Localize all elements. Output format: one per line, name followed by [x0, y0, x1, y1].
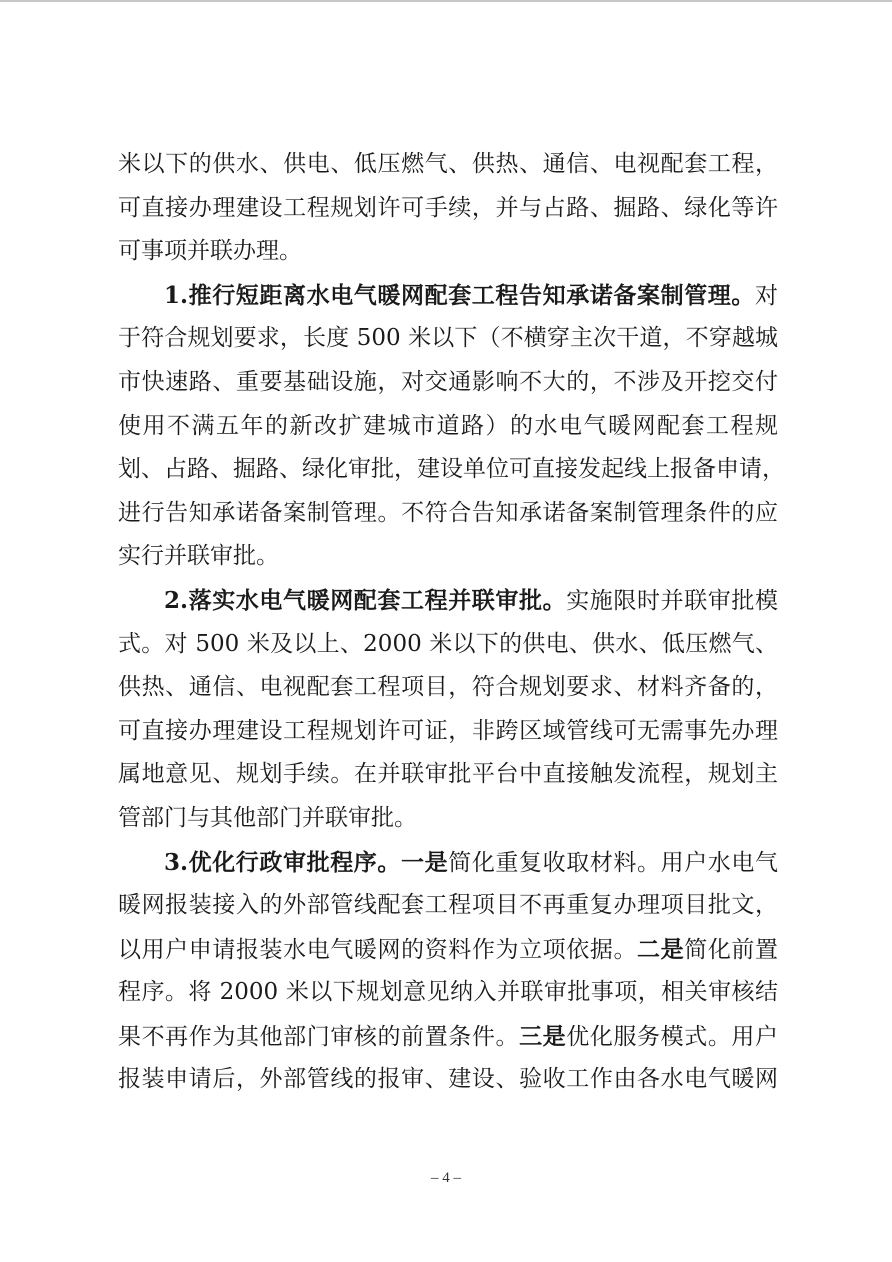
- text-line: 于符合规划要求，长度 500 米以下（不横穿主次干道，不穿越城: [118, 325, 778, 352]
- text-line: 程序。将 2000 米以下规划意见纳入并联审批事项，相关审核结: [118, 979, 778, 1006]
- paragraph: [118, 143, 778, 274]
- document-body: [118, 143, 785, 1102]
- text-line: 米以下的供水、供电、低压燃气、供热、通信、电视配套工程，: [118, 151, 778, 177]
- text-line: 报装申请后，外部管线的报审、建设、验收工作由各水电气暖网: [118, 1066, 778, 1093]
- emphasis-marker: 二是: [637, 935, 685, 963]
- paragraph: [118, 579, 778, 841]
- text-line: 实行并联审批。: [118, 543, 279, 570]
- page-number: – 4 –: [431, 1170, 461, 1186]
- text-line: 暖网报装接入的外部管线配套工程项目不再重复办理项目批文，: [118, 892, 778, 919]
- text-line: 式。对 500 米及以上、2000 米以下的供电、供水、低压燃气、: [118, 630, 778, 657]
- text-line: 可直接办理建设工程规划许可证，非跨区域管线可无需事先办理: [118, 717, 778, 744]
- emphasis-marker: 一是: [401, 848, 449, 876]
- section-heading: 3.优化行政审批程序。: [164, 848, 402, 876]
- text-line: 使用不满五年的新改扩建城市道路）的水电气暖网配套工程规: [118, 412, 778, 439]
- paragraph: [118, 841, 778, 1103]
- text-line: 可直接办理建设工程规划许可手续，并与占路、掘路、绿化等许: [118, 194, 778, 221]
- text-line: 3.优化行政审批程序。一是简化重复收取材料。用户水电气: [164, 848, 779, 876]
- text-line: 供热、通信、电视配套工程项目，符合规划要求、材料齐备的，: [118, 674, 778, 701]
- emphasis-marker: 三是: [519, 1022, 567, 1050]
- section-heading: 2.落实水电气暖网配套工程并联审批。: [164, 586, 567, 614]
- text-line: 1.推行短距离水电气暖网配套工程告知承诺备案制管理。对: [164, 281, 778, 309]
- text-line: 以用户申请报装水电气暖网的资料作为立项依据。二是简化前置: [118, 935, 779, 963]
- text-line: 可事项并联办理。: [118, 238, 302, 265]
- text-line: 属地意见、规划手续。在并联审批平台中直接触发流程，规划主: [118, 761, 778, 788]
- text-line: 进行告知承诺备案制管理。不符合告知承诺备案制管理条件的应: [118, 499, 778, 526]
- page-top-border: [0, 0, 892, 2]
- text-line: 2.落实水电气暖网配套工程并联审批。实施限时并联审批模: [164, 586, 778, 614]
- text-line: 市快速路、重要基础设施，对交通影响不大的，不涉及开挖交付: [118, 368, 778, 395]
- paragraph: [118, 274, 785, 579]
- section-heading: 1.推行短距离水电气暖网配套工程告知承诺备案制管理。: [164, 281, 755, 309]
- text-line: 管部门与其他部门并联审批。: [118, 804, 417, 831]
- text-line: 划、占路、掘路、绿化审批，建设单位可直接发起线上报备申请，: [118, 456, 785, 483]
- text-line: 果不再作为其他部门审核的前置条件。三是优化服务模式。用户: [118, 1022, 779, 1050]
